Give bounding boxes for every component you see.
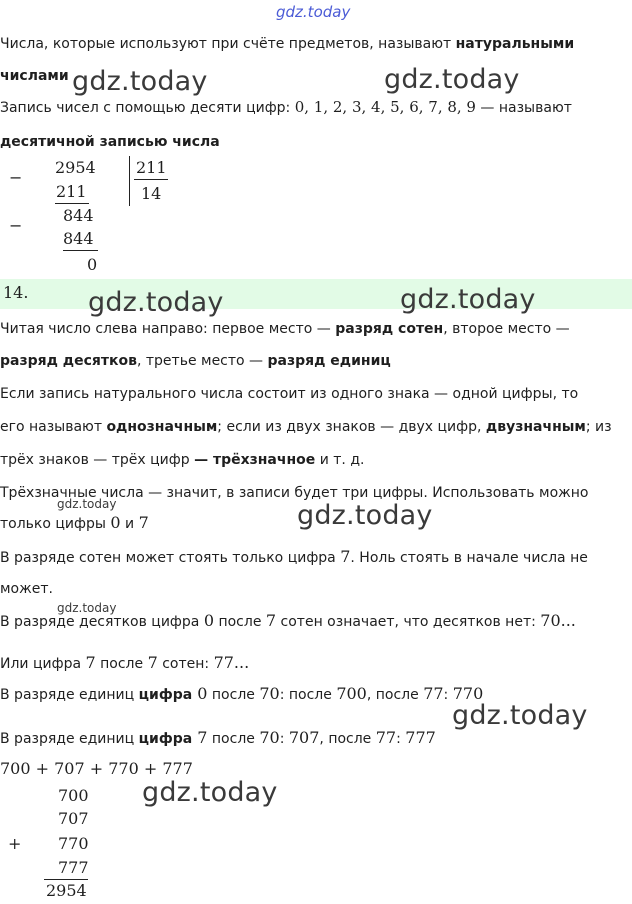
- watermark: gdz.today: [297, 500, 433, 531]
- body-line-12: В разряде единиц цифра 0 после 70: после 700, после 77: 770: [0, 684, 484, 703]
- subtrahend-2: 844: [63, 229, 94, 248]
- divisor: 211: [136, 158, 167, 177]
- body-line-1: Читая число слева направо: первое место — разряд сотен, второе место —: [0, 321, 570, 337]
- body-line-8: В разряде сотен может стоять только цифра 7. Ноль стоять в начале числа не: [0, 547, 588, 566]
- subtrahend-2-underline: [63, 250, 98, 251]
- subtrahend-1: 211: [56, 182, 87, 201]
- sum-plus: +: [8, 834, 22, 853]
- addend-1: 700: [58, 786, 89, 805]
- body-line-5: трёх знаков — трёх цифр — трёхзначное и т. д.: [0, 452, 365, 468]
- sum-underline: [44, 879, 88, 880]
- header-watermark: gdz.today: [276, 3, 351, 21]
- task-number: 14.: [3, 283, 29, 302]
- final-remainder: 0: [87, 255, 98, 274]
- addend-3: 770: [58, 834, 89, 853]
- division-minus-1: −: [9, 168, 23, 187]
- watermark: gdz.today: [384, 64, 520, 95]
- watermark: gdz.today: [400, 284, 536, 315]
- body-line-3: Если запись натурального числа состоит из одного знака — одной цифры, то: [0, 386, 579, 402]
- body-line-13: В разряде единиц цифра 7 после 70: 707, после 77: 777: [0, 728, 436, 747]
- body-line-9: может.: [0, 581, 53, 597]
- remainder-1: 844: [63, 206, 94, 225]
- intro-line-4: десятичной записью числа: [0, 134, 220, 150]
- intro-line-2: числами: [0, 68, 69, 84]
- body-line-4: его называют однозначным; если из двух знаков — двух цифр, двузначным; из: [0, 419, 612, 435]
- watermark: gdz.today: [142, 777, 278, 808]
- divisor-underline: [134, 179, 168, 180]
- watermark-small: gdz.today: [57, 601, 117, 615]
- watermark: gdz.today: [452, 700, 588, 731]
- division-vertical-bar: [129, 156, 130, 206]
- addend-2: 707: [58, 809, 89, 828]
- watermark: gdz.today: [72, 66, 208, 97]
- body-line-2: разряд десятков, третье место — разряд единиц: [0, 353, 391, 369]
- dividend: 2954: [55, 158, 96, 177]
- division-minus-2: −: [9, 216, 23, 235]
- sum-total: 2954: [46, 881, 87, 900]
- body-line-11: Или цифра 7 после 7 сотен: 77...: [0, 653, 250, 672]
- body-line-6: Трёхзначные числа — значит, в записи будет три цифры. Использовать можно: [0, 485, 589, 501]
- subtrahend-1-underline: [55, 203, 89, 204]
- watermark-small: gdz.today: [57, 497, 117, 511]
- addend-4: 777: [58, 858, 89, 877]
- body-line-10: В разряде десятков цифра 0 после 7 сотен означает, что десятков нет: 70...: [0, 611, 576, 630]
- sum-expression: 700 + 707 + 770 + 777: [0, 759, 193, 778]
- watermark: gdz.today: [88, 287, 224, 318]
- intro-line-1: Числа, которые используют при счёте предметов, называют натуральными: [0, 36, 575, 52]
- body-line-7: только цифры 0 и 7: [0, 513, 149, 532]
- quotient: 14: [141, 184, 162, 203]
- intro-line-3: Запись чисел с помощью десяти цифр: 0, 1, 2, 3, 4, 5, 6, 7, 8, 9 — называют: [0, 98, 572, 116]
